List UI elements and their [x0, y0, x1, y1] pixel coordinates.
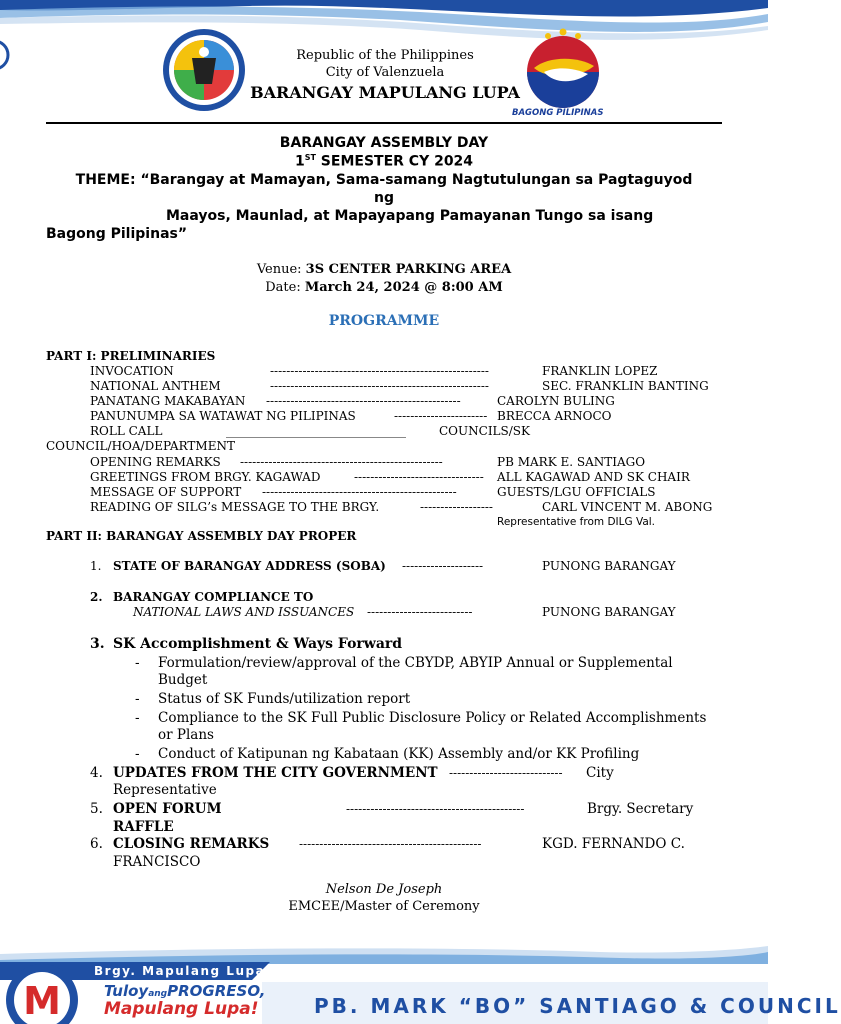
sk-bullet: Formulation/review/approval of the CBYDP, ABYIP Annual or Supplemental — [158, 655, 673, 671]
closing-remarks-label: CLOSING REMARKS — [113, 836, 270, 852]
bagong-pilipinas-label: BAGONG PILIPINAS — [512, 108, 604, 118]
part1-item-person: CAROLYN BULING — [497, 394, 615, 408]
emcee-name: Nelson De Joseph — [325, 882, 443, 897]
part1-item-label: OPENING REMARKS — [90, 455, 221, 469]
programme-heading: PROGRAMME — [328, 313, 440, 329]
bullet-dash: - — [135, 655, 140, 671]
venue: Venue: 3S CENTER PARKING AREA — [256, 262, 512, 277]
part1-item-label: INVOCATION — [90, 364, 174, 378]
compliance-person: PUNONG BARANGAY — [542, 605, 676, 619]
part1-item-person: BRECCA ARNOCO — [497, 409, 612, 423]
part1-item-person: PB MARK E. SANTIAGO — [497, 455, 646, 469]
theme-line-4: Bagong Pilipinas” — [46, 226, 188, 242]
bullet-dash: - — [135, 710, 140, 726]
header-barangay: BARANGAY MAPULANG LUPA — [250, 83, 520, 102]
open-forum-person: Brgy. Secretary — [587, 801, 694, 817]
footer-brgy: Brgy. Mapulang Lupa — [94, 964, 266, 978]
part1-heading: PART I: PRELIMINARIES — [46, 349, 216, 363]
city-updates-person: City — [586, 765, 614, 781]
sk-bullet: Conduct of Katipunan ng Kabataan (KK) Assembly and/or KK Profiling — [158, 746, 640, 762]
city-updates-cont: Representative — [113, 782, 217, 798]
event-title: BARANGAY ASSEMBLY DAY — [279, 135, 489, 151]
soba-label: STATE OF BARANGAY ADDRESS (SOBA) — [113, 559, 386, 573]
dash-leader: --------------------------------------------- — [299, 837, 482, 851]
part1-item-person: FRANKLIN LOPEZ — [542, 364, 658, 378]
footer-council: PB. MARK “BO” SANTIAGO & COUNCIL — [314, 994, 841, 1018]
sk-bullet: Status of SK Funds/utilization report — [158, 691, 411, 707]
part1-item-label: GREETINGS FROM BRGY. KAGAWAD — [90, 470, 321, 484]
dash-leader: -------------------------------- — [354, 470, 484, 484]
part1-item-label: PANUNUMPA SA WATAWAT NG PILIPINAS — [90, 409, 356, 423]
barangay-seal — [162, 28, 246, 112]
semester-line: 1ST SEMESTER CY 2024 — [294, 153, 474, 170]
item-number: 3. — [90, 636, 105, 652]
part1-item-label: MESSAGE OF SUPPORT — [90, 485, 242, 499]
dash-leader: -------------------------- — [367, 605, 473, 619]
part1-item-label: PANATANG MAKABAYAN — [90, 394, 246, 408]
part1-item-label: NATIONAL ANTHEM — [90, 379, 221, 393]
raffle-label: RAFFLE — [113, 819, 174, 835]
rollcall-continuation: COUNCIL/HOA/DEPARTMENT — [46, 439, 235, 453]
header-city: City of Valenzuela — [325, 65, 445, 80]
sk-bullet-cont: Budget — [158, 672, 208, 688]
part2-heading: PART II: BARANGAY ASSEMBLY DAY PROPER — [46, 529, 357, 543]
dash-leader: ------------------------------------------------------ — [270, 379, 489, 393]
header-republic: Republic of the Philippines — [296, 48, 474, 63]
open-forum-label: OPEN FORUM — [113, 801, 222, 817]
dash-leader: -------------------------------------------- — [346, 802, 525, 816]
footer-m-logo — [4, 962, 80, 1024]
bullet-dash: - — [135, 746, 140, 762]
closing-remarks-cont: FRANCISCO — [113, 854, 201, 870]
part1-item-person: SEC. FRANKLIN BANTING — [542, 379, 709, 393]
footer-tagline-2: Mapulang Lupa! — [104, 999, 259, 1019]
footer-logo-letter: M — [23, 979, 61, 1023]
item-number: 5. — [90, 801, 103, 817]
compliance-label: BARANGAY COMPLIANCE TO — [113, 590, 314, 604]
part1-item-label: READING OF SILG’s MESSAGE TO THE BRGY. — [90, 500, 380, 514]
part1-item-person: CARL VINCENT M. ABONG — [542, 500, 713, 514]
emcee-role: EMCEE/Master of Ceremony — [288, 899, 480, 914]
dash-leader: ------------------------------------------------ — [262, 485, 457, 499]
city-updates-label: UPDATES FROM THE CITY GOVERNMENT — [113, 765, 438, 781]
item-number: 6. — [90, 836, 103, 852]
dash-leader: ------------------------------------------------------ — [270, 364, 489, 378]
closing-remarks-person: KGD. FERNANDO C. — [542, 836, 685, 852]
part1-item-person: GUESTS/LGU OFFICIALS — [497, 485, 656, 499]
item-number: 4. — [90, 765, 103, 781]
dash-leader: -------------------- — [402, 559, 484, 573]
item-number: 2. — [90, 590, 103, 604]
part1-item-person: ALL KAGAWAD AND SK CHAIR — [497, 470, 690, 484]
dilg-note: Representative from DILG Val. — [497, 516, 656, 528]
dash-leader: ---------------------------- — [449, 766, 563, 780]
sk-bullet-cont: or Plans — [158, 727, 214, 743]
part1-item-label: ROLL CALL — [90, 424, 163, 438]
theme-line-3: Maayos, Maunlad, at Mapayapang Pamayanan Tungo sa isang — [166, 208, 654, 224]
dash-leader: ------------------ — [420, 500, 493, 514]
compliance-sub: NATIONAL LAWS AND ISSUANCES — [133, 605, 355, 619]
footer-tagline-1: TuloyangPROGRESO, — [104, 982, 266, 1000]
dash-leader: -------------------------------------------------- — [240, 455, 443, 469]
bullet-dash: - — [135, 691, 140, 707]
header-divider — [46, 122, 722, 124]
left-edge-emblem — [0, 30, 10, 80]
theme-line-1: THEME: “Barangay at Mamayan, Sama-samang Nagtutulungan sa Pagtaguyod — [75, 172, 693, 188]
bagong-pilipinas-logo — [518, 26, 608, 120]
sk-bullet: Compliance to the SK Full Public Disclosure Policy or Related Accomplishments — [158, 710, 707, 726]
dash-leader: ----------------------- — [394, 409, 488, 423]
soba-person: PUNONG BARANGAY — [542, 559, 676, 573]
item-number: 1. — [90, 559, 102, 573]
sk-heading: SK Accomplishment & Ways Forward — [113, 636, 403, 652]
theme-line-2: ng — [374, 190, 394, 206]
dash-leader: ------------------------------------------------ — [266, 394, 461, 408]
date: Date: March 24, 2024 @ 8:00 AM — [265, 280, 503, 295]
dash-leader: ______________________________ — [226, 424, 406, 438]
part1-item-person: COUNCILS/SK — [439, 424, 530, 438]
